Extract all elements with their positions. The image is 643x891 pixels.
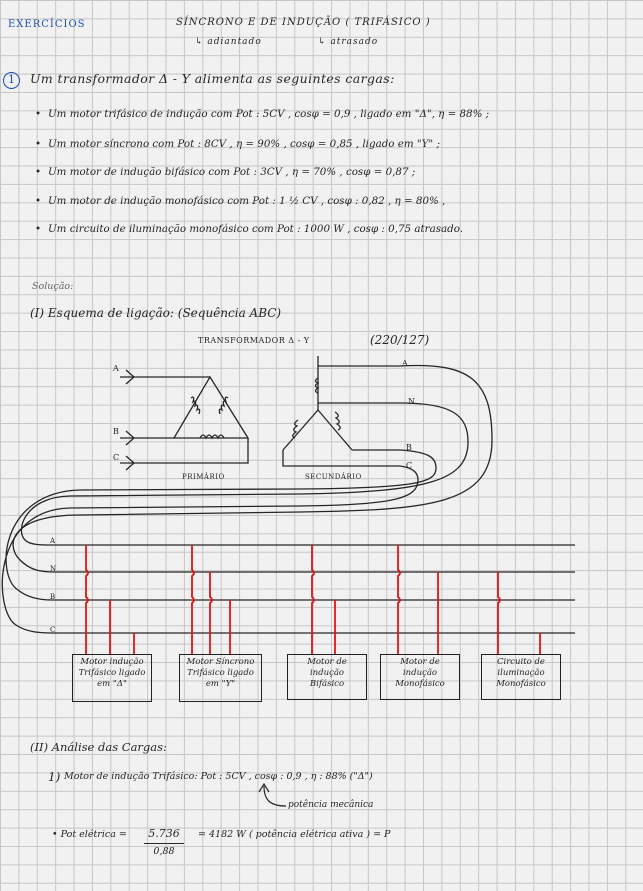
diagram-title: TRANSFORMADOR Δ - Y — [198, 336, 310, 345]
load-item: Um circuito de iluminação monofásico com Pot : 1000 W , cosφ : 0,75 atrasado. — [48, 223, 464, 235]
load-box-line: iluminação — [497, 668, 545, 678]
load-item: Um motor de indução monofásico com Pot : 1 ½ CV , cosφ : 0,82 , η = 80% , — [48, 195, 446, 207]
load-box-line: indução — [309, 668, 345, 678]
bullet-icon: • — [35, 195, 42, 207]
note-lagging: ↳ atrasado — [318, 37, 379, 47]
load-box-line: Monofásico — [395, 679, 445, 689]
secondary-phase-label: C — [406, 461, 413, 470]
voltage-label: (220/127) — [370, 333, 430, 347]
annotation-text: potência mecânica — [288, 800, 374, 810]
primary-phase-label: A — [113, 364, 120, 373]
load-box-line: Circuito de — [497, 657, 545, 667]
bullet-icon: • — [35, 166, 42, 178]
primary-phase-label: C — [113, 453, 120, 462]
load-box-line: Trifásico ligado — [78, 668, 146, 678]
formula-result: = 4182 W ( potência elétrica ativa ) = P — [198, 829, 391, 840]
load-box-line: Motor Síncrono — [186, 657, 255, 667]
problem-number: 1 — [8, 73, 15, 86]
formula-numerator: 5.736 — [148, 827, 180, 840]
item-text: Motor de indução Trifásico: Pot : 5CV , cosφ : 0,9 , η : 88% ("Δ") — [64, 771, 373, 782]
load-box-line: Bifásico — [309, 679, 345, 689]
formula-denominator: 0,88 — [153, 846, 175, 857]
bullet-icon: • — [35, 108, 42, 120]
secondary-phase-label: B — [406, 443, 413, 452]
secondary-label: SECUNDÁRIO — [305, 473, 362, 481]
solution-label: Solução: — [32, 281, 74, 292]
bullet-icon: • — [35, 223, 42, 235]
bullet-icon: • — [35, 138, 42, 150]
problem-statement: Um transformador Δ - Y alimenta as seguintes cargas: — [30, 71, 395, 86]
load-box-line: em "Y" — [205, 679, 236, 689]
load-item: Um motor trifásico de indução com Pot : 5CV , cosφ = 0,9 , ligado em "Δ", η = 88% ; — [48, 108, 490, 120]
load-box-line: indução — [402, 668, 438, 678]
section-heading: (II) Análise das Cargas: — [30, 740, 167, 754]
load-box-line: Motor indução — [80, 657, 144, 667]
secondary-phase-label: N — [408, 397, 416, 406]
section-heading: (I) Esquema de ligação: (Sequência ABC) — [30, 306, 282, 320]
load-box-line: Trifásico ligado — [187, 668, 254, 678]
item-number: 1) — [48, 770, 61, 784]
fraction-bar — [144, 843, 184, 844]
page-subtitle: SÍNCRONO E DE INDUÇÃO ( TRIFÁSICO ) — [176, 17, 431, 28]
load-box-line: em "Δ" — [97, 679, 127, 689]
primary-label: PRIMÁRIO — [182, 473, 225, 481]
bus-label: A — [50, 537, 56, 545]
primary-phase-label: B — [113, 427, 120, 436]
secondary-phase-label: A — [402, 359, 409, 368]
load-item: Um motor de indução bifásico com Pot : 3CV , η = 70% , cosφ = 0,87 ; — [48, 166, 416, 178]
note-leading: ↳ adiantado — [195, 37, 262, 47]
load-box-line: Motor de — [400, 657, 440, 667]
load-item: Um motor síncrono com Pot : 8CV , η = 90% , cosφ = 0,85 , ligado em "Y" ; — [48, 138, 440, 150]
bus-label: C — [50, 626, 56, 634]
load-box-line: Monofásico — [496, 679, 546, 689]
formula-label: • Pot elétrica = — [52, 829, 127, 840]
page-title: EXERCÍCIOS — [8, 19, 86, 30]
bus-label: N — [50, 565, 57, 573]
bus-label: B — [50, 593, 56, 601]
load-box-line: Motor de — [307, 657, 347, 667]
